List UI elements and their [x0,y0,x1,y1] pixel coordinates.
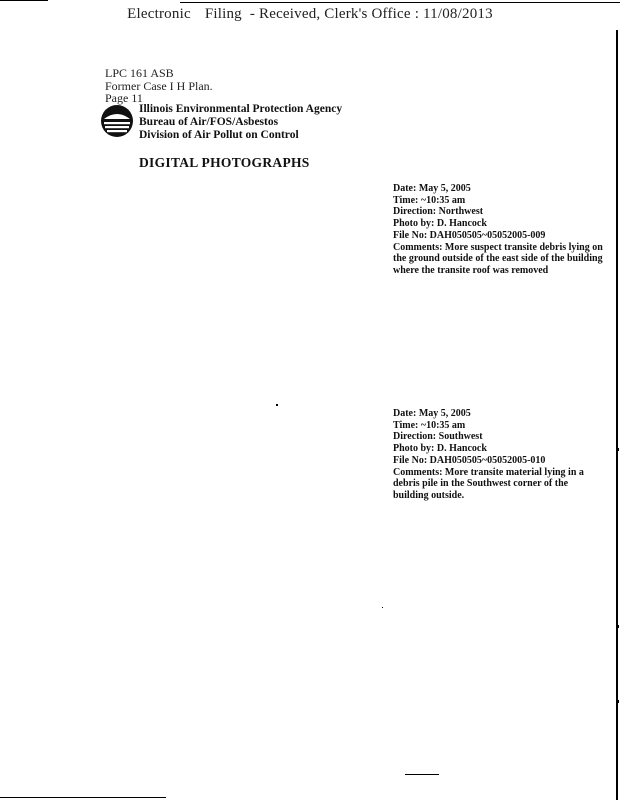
filing-stamp [0,6,620,23]
caption-file-no: File No: DAH050505~05052005-010 [393,454,546,466]
agency-bureau: Bureau of Air/FOS/Asbestos [139,116,279,128]
caption-time: Time: ~10:35 am [393,194,466,206]
caption-direction: Direction: Southwest [393,431,483,443]
filing-stamp-word2: Filing [204,6,242,22]
bottom-border-line [0,797,166,798]
top-border-line [180,2,620,3]
caption-time: Time: ~10:35 am [393,419,466,431]
section-title: DIGITAL PHOTOGRAPHS [139,155,310,170]
illinois-epa-logo-icon [100,104,134,138]
caption-comments: Comments: More suspect transite debris lying on the ground outside of the east side of the building where the transite roof was removed [393,241,603,276]
header-line-2: Former Case I H Plan. [105,79,213,93]
photo-caption-2 [393,408,605,502]
header-line-3: Page 11 [105,91,143,105]
top-border-line [0,0,48,1]
photo-caption-1 [393,183,605,277]
filing-stamp-rest: - Received, Clerk's Office : 11/08/2013 [249,6,493,22]
caption-photo-by: Photo by: D. Hancock [393,218,487,230]
caption-direction: Direction: Northwest [393,206,484,218]
bottom-short-rule [405,774,439,775]
caption-date: Date: May 5, 2005 [393,408,471,419]
caption-photo-by: Photo by: D. Hancock [393,443,487,455]
scan-speck [382,607,383,608]
right-edge-line [616,30,618,800]
scan-speck [616,448,619,451]
caption-comments: Comments: More transite material lying in a debris pile in the Southwest corner of the building outside. [393,466,584,501]
agency-name: Illinois Environmental Protection Agency [139,103,343,115]
filing-stamp-word1: Electronic [127,6,191,22]
header-line-1: LPC 161 ASB [105,66,174,80]
agency-division: Division of Air Pollut on Control [139,129,299,141]
caption-file-no: File No: DAH050505~05052005-009 [393,229,546,241]
caption-date: Date: May 5, 2005 [393,183,471,194]
scan-speck [616,625,619,628]
scan-speck [276,404,278,406]
scan-speck [616,700,619,703]
